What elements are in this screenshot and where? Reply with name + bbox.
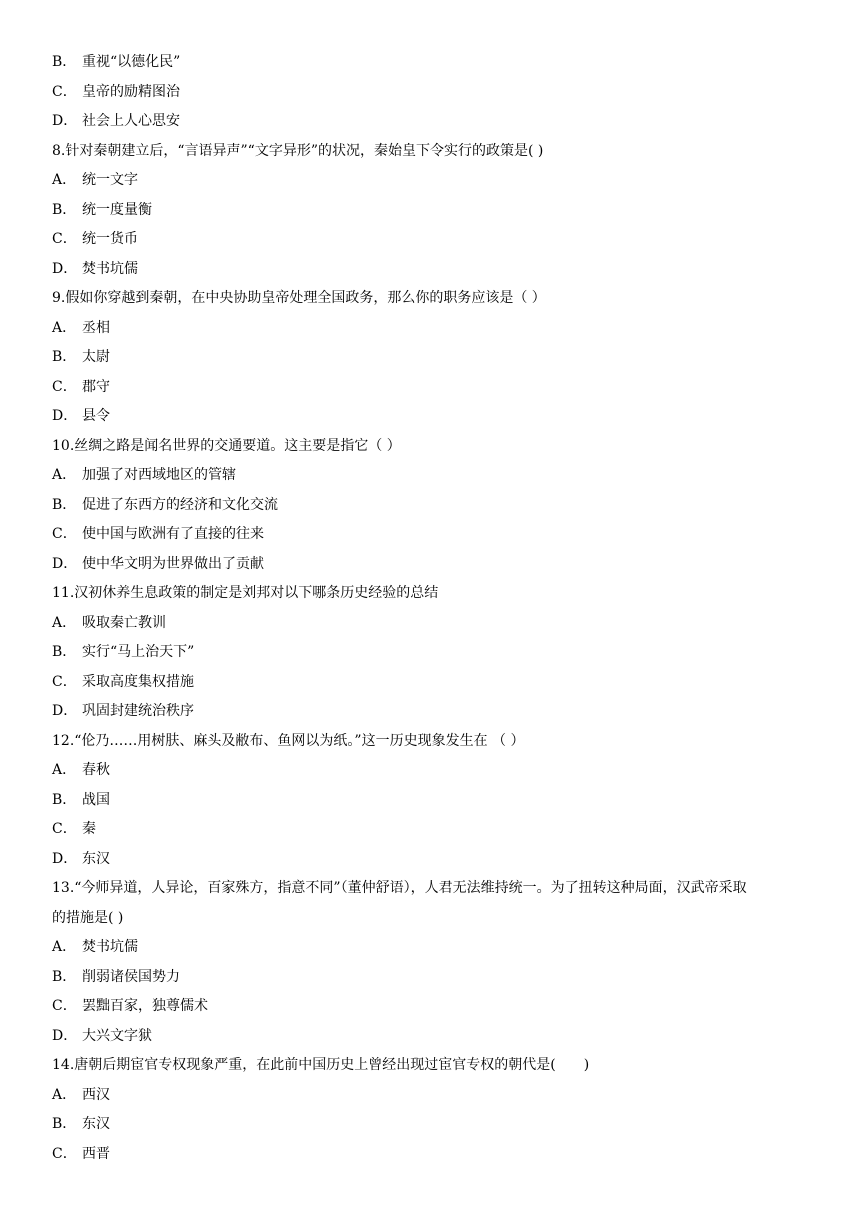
- option-letter: A．: [52, 762, 77, 778]
- option-letter: B．: [52, 349, 77, 365]
- option-letter: D．: [52, 555, 78, 572]
- answer-option: [52, 1140, 812, 1170]
- answer-option: [52, 107, 812, 137]
- option-text: 实行“马上治天下”: [82, 644, 195, 660]
- answer-option: [52, 166, 812, 196]
- answer-option: [52, 845, 812, 875]
- answer-option: [52, 609, 812, 639]
- option-text: 社会上人心思安: [82, 113, 180, 129]
- option-text: 焚书坑儒: [82, 939, 138, 955]
- option-letter: B．: [52, 968, 77, 985]
- option-text: 太尉: [82, 349, 110, 365]
- answer-option: [52, 815, 812, 845]
- question-text: 的措施是( ): [52, 909, 124, 926]
- option-text: 焚书坑儒: [82, 260, 138, 277]
- option-text: 东汉: [82, 850, 110, 867]
- option-letter: A．: [52, 939, 77, 955]
- option-letter: C．: [52, 231, 77, 247]
- option-text: 罢黜百家，独尊儒术: [82, 998, 208, 1014]
- answer-option: [52, 1022, 812, 1052]
- option-letter: D．: [52, 408, 78, 424]
- option-text: 促进了东西方的经济和文化交流: [82, 496, 278, 513]
- option-text: 皇帝的励精图治: [82, 83, 180, 100]
- option-text: 丞相: [82, 319, 110, 336]
- answer-option: [52, 963, 812, 993]
- option-text: 统一货币: [82, 231, 138, 247]
- question-text: 8.针对秦朝建立后，“言语异声”“文字异形”的状况，秦始皇下令实行的政策是( ): [52, 142, 544, 159]
- option-text: 秦: [82, 821, 96, 837]
- answer-option: [52, 756, 812, 786]
- option-text: 县令: [82, 408, 110, 424]
- answer-option: [52, 461, 812, 491]
- option-text: 东汉: [82, 1116, 110, 1132]
- option-letter: B．: [52, 54, 77, 70]
- question-text: 10.丝绸之路是闻名世界的交通要道。这主要是指它（ ）: [52, 437, 401, 454]
- option-letter: B．: [52, 1116, 77, 1132]
- option-letter: C．: [52, 526, 77, 542]
- option-letter: D．: [52, 703, 78, 719]
- option-letter: C．: [52, 821, 77, 837]
- option-letter: C．: [52, 998, 77, 1014]
- option-letter: D．: [52, 113, 78, 129]
- option-letter: C．: [52, 673, 77, 690]
- option-letter: A．: [52, 319, 77, 336]
- answer-option: [52, 786, 812, 816]
- question-text: 13.“今师异道，人异论，百家殊方，指意不同”（董仲舒语），人君无法维持统一。为了扭转这种局面，汉武帝采取: [52, 880, 747, 896]
- option-text: 加强了对西域地区的管辖: [82, 467, 236, 483]
- answer-option: [52, 373, 812, 403]
- option-text: 使中华文明为世界做出了贡献: [82, 555, 264, 572]
- option-text: 大兴文字狱: [82, 1027, 152, 1044]
- option-letter: C．: [52, 1145, 77, 1162]
- answer-option: [52, 520, 812, 550]
- option-text: 削弱诸侯国势力: [82, 968, 180, 985]
- option-text: 春秋: [82, 762, 110, 778]
- option-letter: C．: [52, 83, 77, 100]
- answer-option: [52, 255, 812, 285]
- answer-option: [52, 225, 812, 255]
- option-letter: D．: [52, 1027, 78, 1044]
- answer-option: [52, 933, 812, 963]
- option-text: 使中国与欧洲有了直接的往来: [82, 526, 264, 542]
- option-letter: D．: [52, 260, 78, 277]
- option-text: 统一度量衡: [82, 201, 152, 218]
- answer-option: [52, 196, 812, 226]
- option-text: 统一文字: [82, 172, 138, 188]
- option-text: 郡守: [82, 378, 110, 395]
- question-text: 12.“伦乃……用树肤、麻头及敝布、鱼网以为纸。”这一历史现象发生在 （ ）: [52, 732, 525, 749]
- question-text: 11.汉初休养生息政策的制定是刘邦对以下哪条历史经验的总结: [52, 585, 439, 601]
- option-text: 战国: [82, 791, 110, 808]
- answer-option: [52, 78, 812, 108]
- answer-option: [52, 668, 812, 698]
- answer-option: [52, 992, 812, 1022]
- option-text: 吸取秦亡教训: [82, 614, 166, 631]
- option-letter: B．: [52, 201, 77, 218]
- option-text: 西晋: [82, 1145, 110, 1162]
- option-letter: C．: [52, 378, 77, 395]
- option-letter: B．: [52, 644, 77, 660]
- answer-option: [52, 697, 812, 727]
- answer-option: [52, 314, 812, 344]
- option-letter: A．: [52, 614, 77, 631]
- answer-option: [52, 491, 812, 521]
- option-letter: B．: [52, 496, 77, 513]
- answer-option: [52, 48, 812, 78]
- option-letter: D．: [52, 850, 78, 867]
- answer-option: [52, 1081, 812, 1111]
- option-text: 巩固封建统治秩序: [82, 703, 194, 719]
- answer-option: [52, 1110, 812, 1140]
- option-letter: A．: [52, 467, 77, 483]
- option-text: 西汉: [82, 1086, 110, 1103]
- option-letter: A．: [52, 172, 77, 188]
- document-page: [0, 48, 860, 1169]
- answer-option: [52, 402, 812, 432]
- answer-option: [52, 343, 812, 373]
- option-text: 重视“以德化民”: [82, 54, 181, 70]
- option-letter: A．: [52, 1086, 77, 1103]
- question-text: 14.唐朝后期宦官专权现象严重，在此前中国历史上曾经出现过宦官专权的朝代是( ): [52, 1057, 590, 1073]
- option-text: 采取高度集权措施: [82, 673, 194, 690]
- answer-option: [52, 638, 812, 668]
- option-letter: B．: [52, 791, 77, 808]
- question-text: 9.假如你穿越到秦朝，在中央协助皇帝处理全国政务，那么你的职务应该是（ ）: [52, 290, 546, 306]
- answer-option: [52, 550, 812, 580]
